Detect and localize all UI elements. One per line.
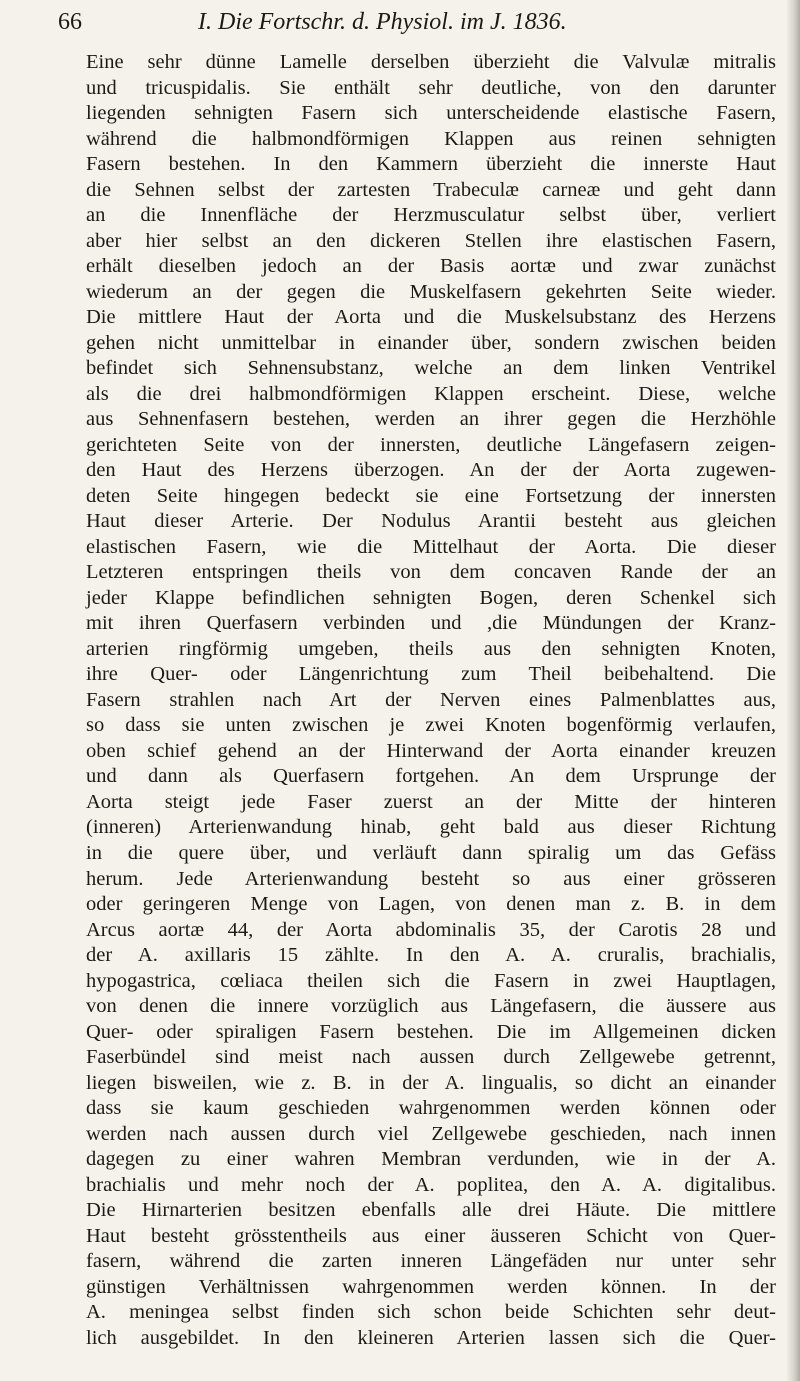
text-line: lich ausgebildet. In den kleineren Arterien lassen sich die Quer-	[86, 1326, 776, 1349]
text-line: an die Innenfläche der Herzmusculatur selbst über, verliert	[86, 204, 776, 227]
page-edge-shadow	[786, 0, 800, 1381]
text-line: deten Seite hingegen bedeckt sie eine Fortsetzung der innersten	[86, 484, 776, 507]
text-line: günstigen Verhältnissen wahrgenommen werden können. In der	[86, 1275, 776, 1298]
text-line: oben schief gehend an der Hinterwand der Aorta einander kreuzen	[86, 739, 776, 762]
text-line: brachialis und mehr noch der A. poplitea, den A. A. digitalibus.	[86, 1173, 776, 1196]
text-line: Die mittlere Haut der Aorta und die Muskelsubstanz des Herzens	[86, 306, 776, 329]
text-line: in die quere über, und verläuft dann spiralig um das Gefäss	[86, 841, 776, 864]
text-line: A. meningea selbst finden sich schon beide Schichten sehr deut-	[86, 1301, 776, 1324]
text-line: mit ihren Querfasern verbinden und ,die Mündungen der Kranz-	[86, 612, 776, 635]
text-line: und tricuspidalis. Sie enthält sehr deutliche, von den darunter	[86, 76, 776, 99]
text-line: so dass sie unten zwischen je zwei Knoten bogenförmig verlaufen,	[86, 714, 776, 737]
text-line: Quer- oder spiraligen Fasern bestehen. Die im Allgemeinen dicken	[86, 1020, 776, 1043]
text-line: liegen bisweilen, wie z. B. in der A. lingualis, so dicht an einander	[86, 1071, 776, 1094]
text-line: gerichteten Seite von der innersten, deutliche Längefasern zeigen-	[86, 433, 776, 456]
text-line: von denen die innere vorzüglich aus Längefasern, die äussere aus	[86, 995, 776, 1018]
text-line: Haut besteht grösstentheils aus einer äusseren Schicht von Quer-	[86, 1224, 776, 1247]
text-line: jeder Klappe befindlichen sehnigten Bogen, deren Schenkel sich	[86, 586, 776, 609]
text-line: Arcus aortæ 44, der Aorta abdominalis 35, der Carotis 28 und	[86, 918, 776, 941]
text-line: Die Hirnarterien besitzen ebenfalls alle drei Häute. Die mittlere	[86, 1199, 776, 1222]
text-line: (inneren) Arterienwandung hinab, geht bald aus dieser Richtung	[86, 816, 776, 839]
page-header	[58, 2, 758, 42]
text-line: dagegen zu einer wahren Membran verdunden, wie in der A.	[86, 1148, 776, 1171]
text-line: hypogastrica, cœliaca theilen sich die Fasern in zwei Hauptlagen,	[86, 969, 776, 992]
text-line: die Sehnen selbst der zartesten Trabeculæ carneæ und geht dann	[86, 178, 776, 201]
text-line: befindet sich Sehnensubstanz, welche an dem linken Ventrikel	[86, 357, 776, 380]
text-line: aus Sehnenfasern bestehen, werden an ihrer gegen die Herzhöhle	[86, 408, 776, 431]
text-line: elastischen Fasern, wie die Mittelhaut der Aorta. Die dieser	[86, 535, 776, 558]
text-line: Faserbündel sind meist nach aussen durch Zellgewebe getrennt,	[86, 1046, 776, 1069]
text-line: werden nach aussen durch viel Zellgewebe geschieden, nach innen	[86, 1122, 776, 1145]
text-line: der A. axillaris 15 zählte. In den A. A. cruralis, brachialis,	[86, 944, 776, 967]
text-line: und dann als Querfasern fortgehen. An dem Ursprunge der	[86, 765, 776, 788]
text-line: wiederum an der gegen die Muskelfasern gekehrten Seite wieder.	[86, 280, 776, 303]
running-title: I. Die Fortschr. d. Physiol. im J. 1836.	[198, 9, 567, 35]
text-line: gehen nicht unmittelbar in einander über, sondern zwischen beiden	[86, 331, 776, 354]
text-line: Fasern strahlen nach Art der Nerven eines Palmenblattes aus,	[86, 688, 776, 711]
text-line: Haut dieser Arterie. Der Nodulus Arantii besteht aus gleichen	[86, 510, 776, 533]
body-paragraph	[86, 50, 776, 1351]
text-line: herum. Jede Arterienwandung besteht so aus einer grösseren	[86, 867, 776, 890]
text-line: Fasern bestehen. In den Kammern überzieht die innerste Haut	[86, 153, 776, 176]
page-number: 66	[58, 9, 82, 35]
text-line: Letzteren entspringen theils von dem concaven Rande der an	[86, 561, 776, 584]
text-line: den Haut des Herzens überzogen. An der der Aorta zugewen-	[86, 459, 776, 482]
text-line: aber hier selbst an den dickeren Stellen ihre elastischen Fasern,	[86, 229, 776, 252]
text-line: arterien ringförmig umgeben, theils aus den sehnigten Knoten,	[86, 637, 776, 660]
text-line: dass sie kaum geschieden wahrgenommen werden können oder	[86, 1097, 776, 1120]
text-line: fasern, während die zarten inneren Längefäden nur unter sehr	[86, 1250, 776, 1273]
text-line: liegenden sehnigten Fasern sich unterscheidende elastische Fasern,	[86, 102, 776, 125]
text-line: Aorta steigt jede Faser zuerst an der Mitte der hinteren	[86, 790, 776, 813]
text-line: oder geringeren Menge von Lagen, von denen man z. B. in dem	[86, 893, 776, 916]
text-line: während die halbmondförmigen Klappen aus reinen sehnigten	[86, 127, 776, 150]
text-line: ihre Quer- oder Längenrichtung zum Theil beibehaltend. Die	[86, 663, 776, 686]
text-line: als die drei halbmondförmigen Klappen erscheint. Diese, welche	[86, 382, 776, 405]
text-line: Eine sehr dünne Lamelle derselben überzieht die Valvulæ mitralis	[86, 51, 776, 73]
text-line: erhält dieselben jedoch an der Basis aortæ und zwar zunächst	[86, 255, 776, 278]
